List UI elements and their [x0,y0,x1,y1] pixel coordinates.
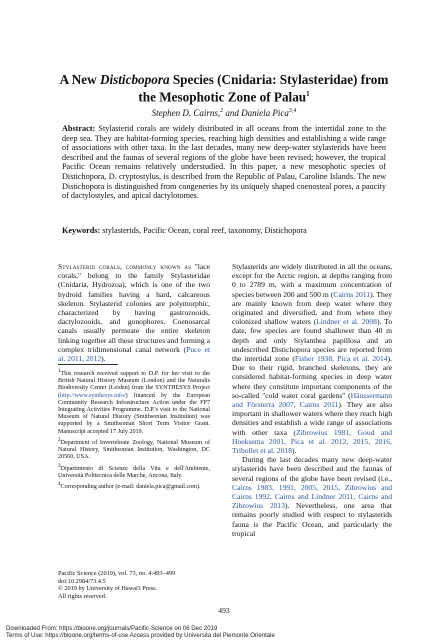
footnote-4 [58,481,210,491]
keywords-label: Keywords: [62,226,101,235]
footnote-3-marker: 3 [58,462,61,469]
publication-info [58,570,210,600]
synthesys-link[interactable]: http://www.synthesys.info/ [60,392,126,399]
footnote-3-text: Dipartimento di Scienze della Vita e dell'Ambiente, Università Politecnica delle Marche, Ancona, Italy. [58,465,210,479]
pub-rights: All rights reserved. [58,592,107,600]
right-paragraph-2 [232,455,392,538]
abstract-label: Abstract: [62,124,96,133]
download-line: Downloaded From: https://bioone.org/journals/Pacific-Science on 06 Dec 2019 [6,625,218,632]
title-footnote-marker: 1 [306,90,310,98]
right-text-6: ). [292,446,297,456]
footnote-2-marker: 2 [58,436,61,443]
right-text-1: Stylasterids are widely distributed in all the oceans, except for the Arctic region, at depths ranging from 0 to 2789 m, with a maximum concentration of species between 200 and 500 m ( [232,262,392,299]
footnote-divider [58,364,118,365]
footnote-3 [58,463,210,480]
author-1-marker: 2 [220,108,224,114]
title-suffix: Species (Cnidaria: Stylasteridae) from [169,72,389,87]
article-title [40,72,408,104]
pub-doi: doi:10.2984/73.4.5 [58,577,106,585]
page-number: 493 [218,606,230,615]
author-1: Stephen D. Cairns, [151,108,221,118]
right-para2-b: ). Nevertheless, one area that remains poorly studied with respect to stylasterids fauna is the Pacific Ocean, and particularly the tropical [232,501,392,538]
title-genus: Disticbopora [99,72,170,87]
author-2: and Daniela Pica [223,108,289,118]
footnote-1-end: ) financed by the European Community Research Infrastructure Action under the FP7 Integrating Activities Programme. D.P.'s visit to the National Museum of Natural History (Smithsonian Institution) was supported by a Smithsonian Short Term Visitor Grant. Manuscript accepted 17 July 2019. [58,392,210,435]
citation-link[interactable]: Puce et al. 2011, 2012 [58,344,210,364]
footnote-1-marker: 1 [58,368,61,374]
intro-end: ). [101,354,106,364]
title-line2: the Mesophotic Zone of Palau [138,89,307,105]
body-left-column [58,262,210,363]
citation-link[interactable]: Cairns 2011 [333,289,371,299]
abstract [62,124,386,201]
footnotes [58,368,210,492]
right-text-3: ). To date, few species are found shallower than 40 m depth and only Stylanthea papillosa and an undescribed Distichopora species are reported from the intertidal zone ( [232,317,393,364]
keywords [62,226,386,236]
right-text-5: ). They are also important in shallower waters where they reach high densities and establish a wide range of associations with other taxa ( [232,400,392,437]
citation-link[interactable]: Cairns 1983, 1991, 2005, 2015, Zibrowius and Cairns 1992, Cairns and Lindner 2011, Cairns and Zibrowius 2013 [232,482,392,511]
citation-link[interactable]: Fisher 1938, Pica et al. 2014 [294,354,388,364]
footnote-4-text: Corresponding author (e-mail: daniela.pica@gmail.com). [60,483,201,490]
author-2-marker: 3,4 [288,108,297,114]
citation-link[interactable]: Zibrowius 1981, Goud and Hoeksema 2001, Pica et al. 2012, 2015, 2016, Tribollet et al. 2018 [232,427,392,456]
footnote-1 [58,368,210,436]
citation-link[interactable]: Lindner et al. 2008 [316,317,377,327]
intro-text: "lace corals," belong to the family Stylasteridae (Cnidaria, Hydrozoa), which is one of the two hydroid families having a hard, calcareous skeleton. Stylasterid colonies are polymorphic, characterized by having gastrozooids, dactylozooids, and gonophores. Coenosarcal canals usually permeate the entire skeleton linking together all these structures and forming a complex tridimensional canal network ( [58,262,210,354]
footnote-2 [58,437,210,462]
pub-citation: Pacific Science (2019), vol. 73, no. 4:493–499 [58,570,176,577]
keywords-text: stylasterids, Pacific Ocean, coral reef, taxonomy, Distichopora [100,226,307,235]
footnote-1-text: This research received support to D.P. for her visit to the British Natural History Museum (London) and the Naturalis Biodiversity Center (Leiden) from the SYNTHESYS Project ( [58,371,210,399]
pub-copyright: © 2019 by University of Hawai'i Press. [58,585,158,593]
download-notice [6,625,275,639]
footnote-2-text: Department of Invertebrate Zoology, National Museum of Natural History, Smithsonian Institution, Washington, DC 20560, USA. [58,439,210,461]
right-text-4: ). Due to their rigid, branched skeletons, they are considered habitat-forming species in deep water where they constitute important components of the so-called "cold water coral gardens" ( [232,354,392,400]
right-text-2: ). They are mainly known from deep water where they originated and diversified, and from where they colonized shallow waters ( [232,289,392,327]
right-para2-a: During the last decades many new deep-water stylasterids have been described and the faunas of several regions of the globe have been revised (i.e., [232,455,392,483]
citation-link[interactable]: Häussermann and Försterra 2007, Cairns 2011 [232,390,392,410]
footnote-4-marker: 4 [58,480,61,487]
title-prefix: A New [59,72,100,87]
body-right-column [232,262,392,538]
intro-smallcaps: Stylasterid corals, commonly known as [58,262,192,271]
authors-line [40,108,408,118]
abstract-text: Stylasterid corals are widely distributed in all oceans from the intertidal zone to the deep sea. They are habitat-forming species, reaching high densities and establishing a wide range of associations with other taxa. In the last decades, many new deep-water stylasterids have been described and the faunas of several regions of the globe have been revised; however, the tropical Pacific Ocean remains relatively understudied. In this paper, a new mesophotic species of Distichopora, D. cryptostylus, is described from the Republic of Palau, Caroline Islands. The new Distichopora is distinguished from congeneries by its uniquely shaped coenosteal pores, a paucity of dactylostyles, and apical dactylotomes. [62,124,386,201]
terms-line: Terms of Use: https://bioone.org/terms-of-use Access provided by Universita del Piemonte Orientale [6,632,275,639]
